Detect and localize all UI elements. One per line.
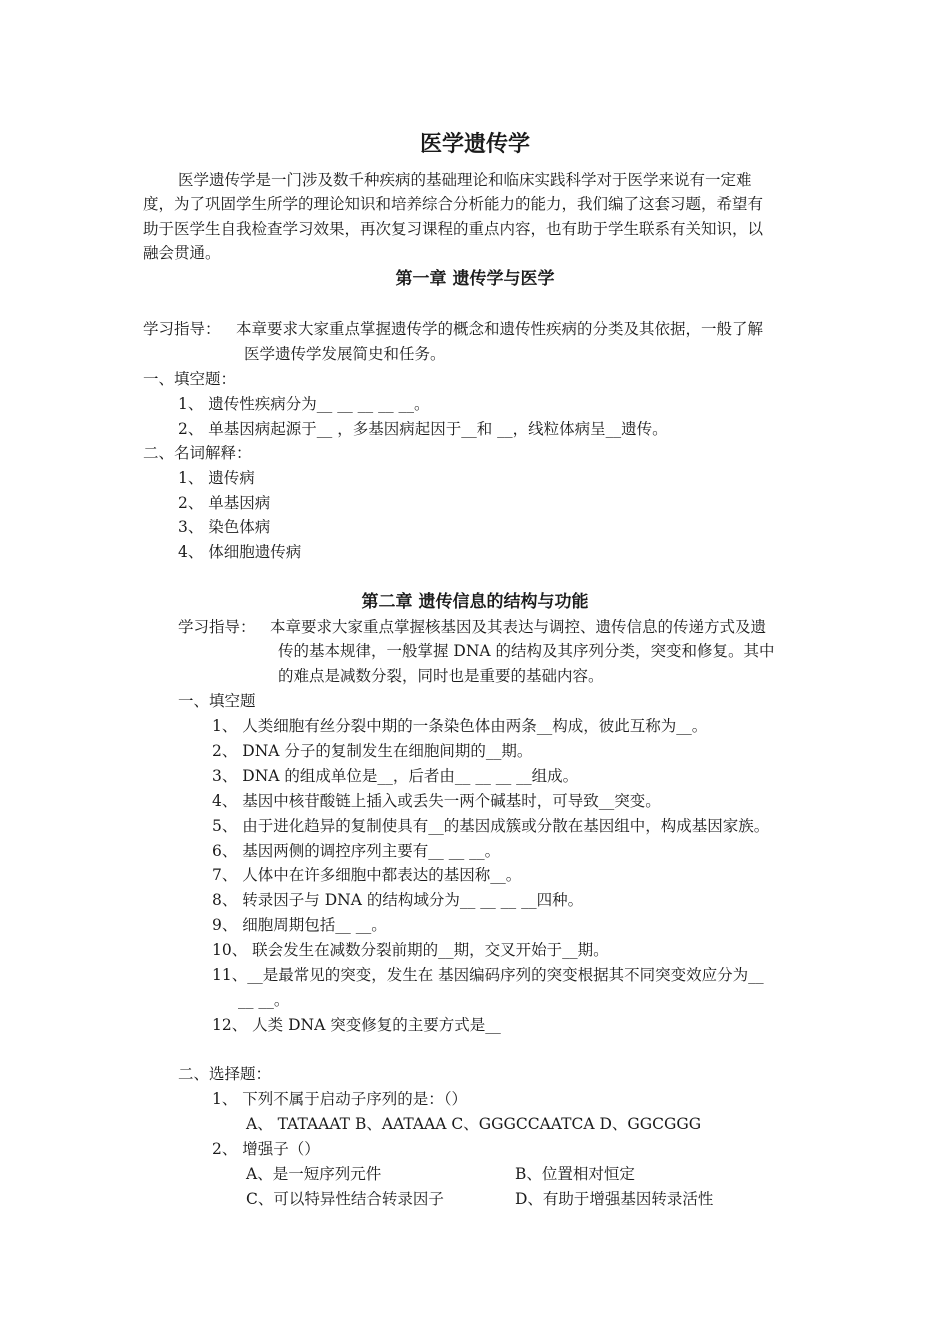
choice-question: 1、 下列不属于启动子序列的是：（）	[212, 1090, 468, 1108]
ch2-fill-item: __ __。	[238, 991, 290, 1009]
ch2-choice-heading: 二、选择题：	[178, 1065, 272, 1083]
ch1-guide-line: 医学遗传学发展简史和任务。	[244, 345, 446, 363]
ch2-fill-item: 10、 联会发生在减数分裂前期的__期，交叉开始于__期。	[212, 941, 609, 959]
ch1-guide-label: 学习指导：	[143, 320, 221, 338]
ch2-fill-item: 2、 DNA 分子的复制发生在细胞间期的__期。	[212, 742, 533, 760]
ch2-fill-heading: 一、填空题	[178, 692, 256, 710]
ch2-fill-item: 11、__是最常见的突变，发生在 基因编码序列的突变根据其不同突变效应分为__	[212, 966, 764, 984]
intro-line: 医学遗传学是一门涉及数千种疾病的基础理论和临床实践科学对于医学来说有一定难	[178, 171, 752, 189]
choice-option: B、位置相对恒定	[515, 1165, 635, 1183]
ch2-fill-item: 1、 人类细胞有丝分裂中期的一条染色体由两条__构成，彼此互称为__。	[212, 717, 708, 735]
ch1-guide-line: 本章要求大家重点掌握遗传学的概念和遗传性疾病的分类及其依据，一般了解	[236, 320, 764, 338]
ch2-guide-line: 本章要求大家重点掌握核基因及其表达与调控、遗传信息的传递方式及遗	[270, 618, 767, 636]
ch1-term-item: 3、 染色体病	[178, 518, 271, 536]
choice-options: A、 TATAAAT B、AATAAA C、GGGCCAATCA D、GGCGGG	[246, 1115, 702, 1133]
ch2-fill-item: 9、 细胞周期包括__ __。	[212, 916, 387, 934]
intro-line: 融会贯通。	[143, 244, 221, 262]
choice-question: 2、 增强子（）	[212, 1140, 320, 1158]
ch2-fill-item: 4、 基因中核苷酸链上插入或丢失一两个碱基时，可导致__突变。	[212, 792, 661, 810]
ch2-fill-item: 3、 DNA 的组成单位是__，后者由__ __ __ __组成。	[212, 767, 579, 785]
chapter-1-title: 第一章 遗传学与医学	[395, 269, 555, 289]
ch2-guide-label: 学习指导：	[178, 618, 256, 636]
choice-option: C、可以特异性结合转录因子	[246, 1190, 444, 1208]
ch2-fill-item: 5、 由于进化趋异的复制使具有__的基因成簇或分散在基因组中，构成基因家族。	[212, 817, 770, 835]
ch2-fill-item: 7、 人体中在许多细胞中都表达的基因称__。	[212, 866, 522, 884]
chapter-2-title: 第二章 遗传信息的结构与功能	[361, 592, 589, 612]
ch2-fill-item: 12、 人类 DNA 突变修复的主要方式是__	[212, 1016, 501, 1034]
ch2-guide-line: 的难点是减数分裂，同时也是重要的基础内容。	[278, 667, 604, 685]
ch1-term-item: 2、 单基因病	[178, 494, 271, 512]
choice-option: D、有助于增强基因转录活性	[515, 1190, 714, 1208]
ch1-fill-item: 1、 遗传性疾病分为__ __ __ __ __。	[178, 395, 430, 413]
choice-option: A、是一短序列元件	[246, 1165, 382, 1183]
ch1-fill-item: 2、 单基因病起源于__ ，多基因病起因于__和 __，线粒体病呈__遗传。	[178, 420, 668, 438]
ch2-guide-line: 传的基本规律，一般掌握 DNA 的结构及其序列分类，突变和修复。其中	[278, 642, 775, 660]
ch1-term-heading: 二、名词解释：	[143, 444, 252, 462]
ch2-fill-item: 6、 基因两侧的调控序列主要有__ __ __。	[212, 842, 501, 860]
intro-line: 助于医学生自我检查学习效果，再次复习课程的重点内容，也有助于学生联系有关知识，以	[143, 220, 764, 238]
ch1-term-item: 4、 体细胞遗传病	[178, 543, 302, 561]
ch1-term-item: 1、 遗传病	[178, 469, 255, 487]
intro-line: 度，为了巩固学生所学的理论知识和培养综合分析能力的能力，我们编了这套习题，希望有	[143, 195, 764, 213]
page-title: 医学遗传学	[419, 131, 530, 157]
ch2-fill-item: 8、 转录因子与 DNA 的结构域分为__ __ __ __四种。	[212, 891, 584, 909]
ch1-fill-heading: 一、填空题：	[143, 370, 237, 388]
